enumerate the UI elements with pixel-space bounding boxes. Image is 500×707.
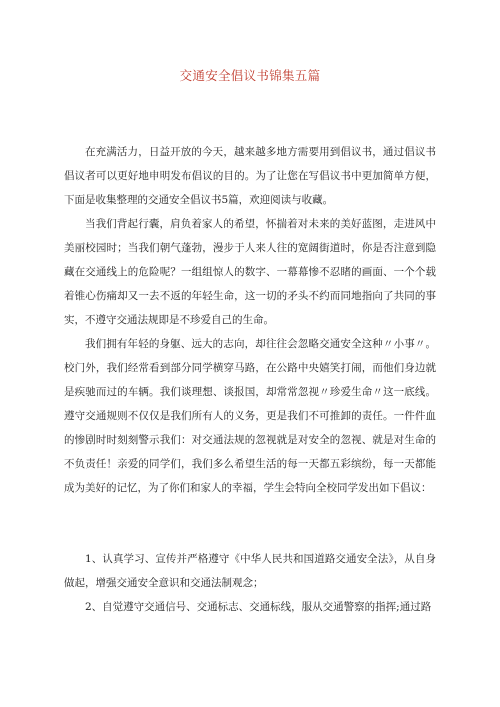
initiative-list [64, 547, 436, 619]
paragraph: 当我们背起行囊，肩负着家人的希望，怀揣着对未来的美好蓝图，走进风中美丽校园时；当我们朝气蓬勃，漫步于人来人往的宽阔街道时，你是否注意到隐藏在交通线上的危险呢？一组组惊人的数字、一幕幕惨不忍睹的画面、一个个载着锥心伤痛却又一去不返的年轻生命，这一切的矛头不约而同地指向了共同的事实，不遵守交通法规即是不珍爱自己的生命。 [64, 218, 436, 326]
list-item: 2、自觉遵守交通信号、交通标志、交通标线，服从交通警察的指挥;通过路 [85, 601, 432, 613]
paragraph: 我们拥有年轻的身躯、远大的志向，却往往会忽略交通安全这种〃小事〃。校门外，我们经常看到部分同学横穿马路，在公路中央嬉笑打闹，而他们身边就是疾驰而过的车辆。我们谈理想、谈报国，却常常忽视〃珍爱生命〃这一底线。遵守交通规则不仅仅是我们所有人的义务，更是我们不可推卸的责任。一件件血的惨剧时时刻刻警示我们：对交通法规的忽视就是对安全的忽视、就是对生命的不负责任！亲爱的同学们，我们多么希望生活的每一天都五彩缤纷，每一天都能成为美好的记忆，为了你们和家人的幸福，学生会特向全校同学发出如下倡议： [64, 338, 436, 494]
list-item: 1、认真学习、宣传并严格遵守《中华人民共和国道路交通安全法》，从自身做起，增强交通安全意识和交通法制观念； [64, 553, 436, 589]
paragraph: 在充满活力，日益开放的今天，越来越多地方需要用到倡议书，通过倡议书倡议者可以更好地申明发布倡议的目的。为了让您在写倡议书中更加简单方便，下面是收集整理的交通安全倡议书5篇，欢迎阅读与收藏。 [64, 146, 436, 206]
intro-body [64, 140, 436, 500]
document-title: 交通安全倡议书锦集五篇 [179, 68, 321, 83]
